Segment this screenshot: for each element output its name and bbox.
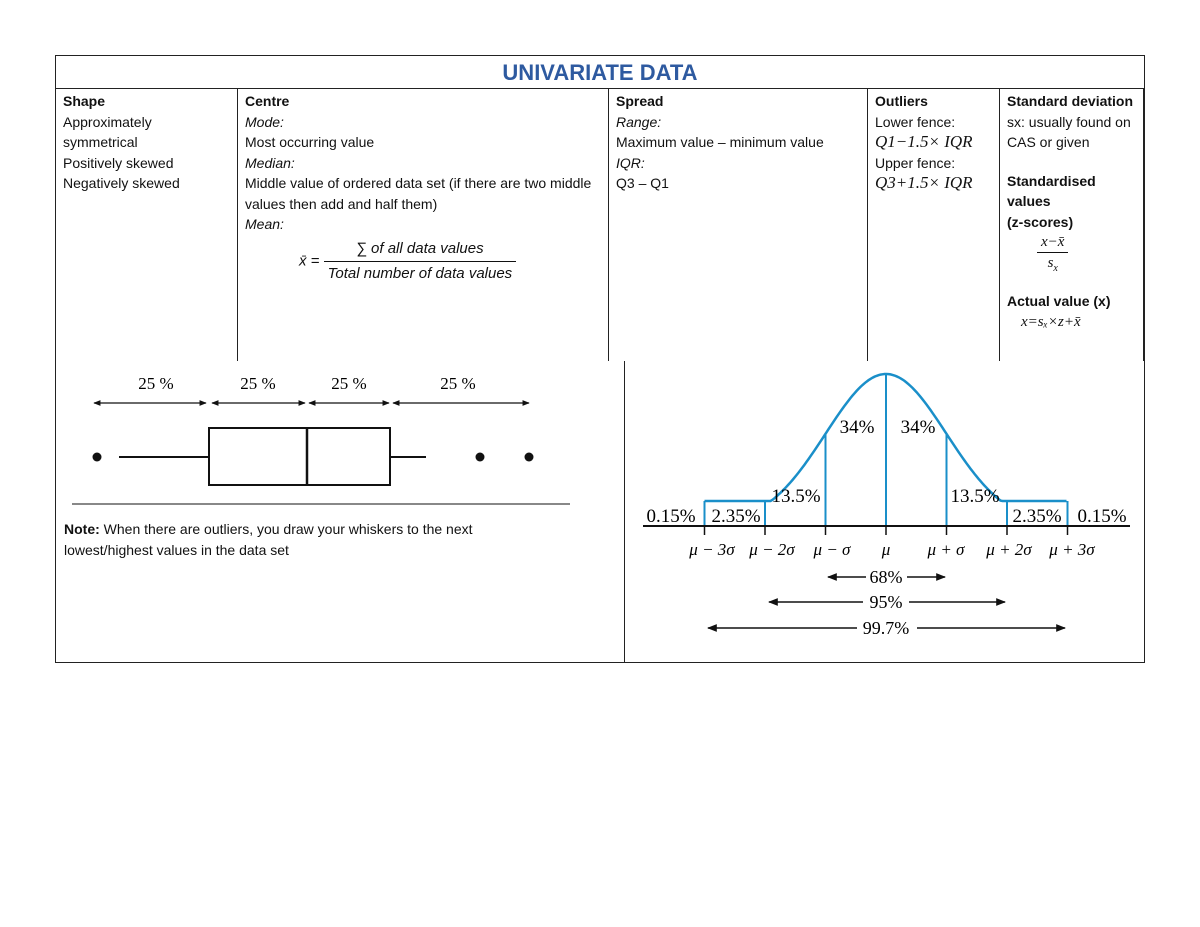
tick-label: μ + σ <box>927 540 965 559</box>
z-numerator: x−x̄ <box>1037 232 1068 253</box>
tick-label: μ − σ <box>813 540 851 559</box>
region-label: 13.5% <box>771 486 821 507</box>
axis-ticks <box>705 526 1068 535</box>
shape-item: Positively skewed <box>63 154 174 171</box>
range-label: 99.7% <box>862 618 910 638</box>
shape-item: symmetrical <box>63 134 138 150</box>
z-den-s: s <box>1047 255 1054 271</box>
normal-distribution-panel <box>625 361 1144 662</box>
sd-heading: Standard deviation <box>1007 93 1134 109</box>
region-label: 0.15% <box>646 506 696 527</box>
actual-value-formula: x=sₓ×z+x̄ <box>1021 313 1081 330</box>
mean-lhs: x̄ = <box>299 252 320 269</box>
z-den-sub: x <box>1053 263 1058 274</box>
z-fraction <box>1037 232 1068 279</box>
boxplot-panel <box>56 361 625 662</box>
actual-value-heading: Actual value (x) <box>1007 293 1111 309</box>
mode-text: Most occurring value <box>245 134 375 150</box>
range-label: 68% <box>869 567 903 587</box>
z-denominator <box>1037 253 1068 279</box>
region-label: 34% <box>839 417 875 438</box>
shape-item: Approximately <box>63 113 152 130</box>
mode-label: Mode: <box>245 113 284 130</box>
iqr-text: Q3 – Q1 <box>616 175 669 191</box>
outliers-heading: Outliers <box>875 93 928 109</box>
lower-fence-label: Lower fence: <box>875 113 956 130</box>
iqr-label: IQR: <box>616 154 645 171</box>
normal-distribution-figure <box>625 361 1144 661</box>
mean-denominator: Total number of data values <box>327 264 513 282</box>
mean-formula <box>245 237 601 286</box>
quartile-label: 25 % <box>240 374 276 393</box>
spread-heading: Spread <box>616 93 664 109</box>
note-text: When there are outliers, you draw your whiskers to the next lowest/highest values in the data set <box>64 521 473 558</box>
tick-label: μ − 2σ <box>749 540 795 559</box>
z-subheading: (z-scores) <box>1007 213 1074 230</box>
tick-label: μ <box>881 540 891 559</box>
box <box>209 428 390 485</box>
median-label: Median: <box>245 154 295 171</box>
region-label: 2.35% <box>1012 506 1062 527</box>
page-title: UNIVARIATE DATA <box>56 56 1144 89</box>
range-label: 95% <box>869 592 903 612</box>
tick-label: μ + 2σ <box>986 540 1032 559</box>
quartile-label: 25 % <box>331 374 367 393</box>
shape-item: Negatively skewed <box>63 175 180 191</box>
outlier-point <box>93 453 102 462</box>
tick-label: μ − 3σ <box>689 540 735 559</box>
centre-heading: Centre <box>245 93 290 109</box>
region-label: 13.5% <box>950 486 1000 507</box>
region-label: 0.15% <box>1077 506 1127 527</box>
quartile-label: 25 % <box>440 374 476 393</box>
univariate-data-table <box>55 55 1145 663</box>
outliers-column <box>868 89 1000 361</box>
sd-column <box>1000 89 1144 361</box>
mean-numerator: ∑ of all data values <box>324 237 517 262</box>
range-label: Range: <box>616 113 662 130</box>
mean-fraction <box>324 237 517 286</box>
z-heading: Standardised values <box>1007 172 1096 209</box>
centre-column <box>238 89 609 361</box>
tick-label: μ + 3σ <box>1049 540 1095 559</box>
shape-heading: Shape <box>63 93 106 109</box>
quartile-label: 25 % <box>138 374 174 393</box>
upper-fence-label: Upper fence: <box>875 154 956 171</box>
region-label: 34% <box>900 417 936 438</box>
shape-column <box>56 89 238 361</box>
sx-text: sx: usually found on CAS or given <box>1007 113 1131 150</box>
note-label: Note: <box>64 521 100 537</box>
spread-column <box>609 89 868 361</box>
lower-fence-formula: Q1−1.5× IQR <box>875 132 973 151</box>
boxplot-figure <box>56 361 624 511</box>
boxplot-note <box>64 519 534 560</box>
region-label: 2.35% <box>711 506 761 527</box>
sigma-lines <box>705 374 1068 526</box>
upper-fence-formula: Q3+1.5× IQR <box>875 173 973 192</box>
outlier-point <box>525 453 534 462</box>
range-text: Maximum value – minimum value <box>616 134 824 150</box>
z-formula <box>1007 232 1136 279</box>
outlier-point <box>476 453 485 462</box>
mean-label: Mean: <box>245 216 284 232</box>
median-text: Middle value of ordered data set (if there are two middle values then add and half them) <box>245 175 592 212</box>
